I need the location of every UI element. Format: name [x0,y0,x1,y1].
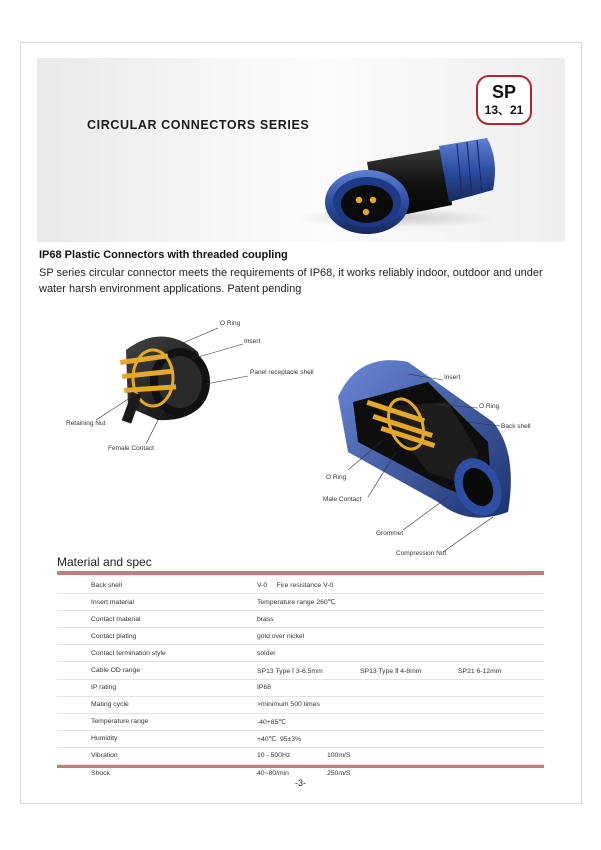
spec-value: Temperature range 260℃ [257,594,544,611]
spec-value: +40℃ 95±3% [257,730,544,747]
label-retaining-nut: Retaining Nut [66,420,106,427]
spec-value: gold over nickel [257,628,544,645]
spec-key: IP rating [57,679,257,696]
label-grommet: Grommet [376,530,404,537]
spec-value-part: SP13 Type Ⅰ 3-6.5mm [257,667,323,675]
spec-value: solder [257,645,544,662]
label-o-ring-right-top: O Ring [479,403,500,410]
spec-key: Contact termination style [57,645,257,662]
spec-value-part: 10 - 500Hz [257,752,291,760]
spec-key: Cable OD range [57,662,257,679]
spec-row [57,611,544,628]
spec-value-part: SP13 Type Ⅱ 4-8mm [360,667,422,675]
plug-image [338,360,511,523]
spec-value: brass [257,611,544,628]
label-female-contact: Female Contact [108,445,154,452]
spec-row [57,679,544,696]
spec-key: Humidity [57,730,257,747]
spec-row [57,645,544,662]
spec-value: >minimum 500 times [257,696,544,713]
spec-value-part: 40~80/min [257,769,289,777]
spec-key: Shock [91,769,110,777]
spec-key: Back shell [57,577,257,594]
spec-rule-top [57,571,544,575]
diagram-illustration [48,312,558,562]
spec-row [57,628,544,645]
spec-row [57,577,544,594]
label-o-ring-right-bottom: O Ring [326,474,347,481]
label-male-contact: Male Contact [323,496,362,503]
label-compression-nut: Compression Nut [396,550,447,557]
spec-value-part: SP21 6-12mm [458,667,502,675]
hero-title: CIRCULAR CONNECTORS SERIES [87,118,310,132]
spec-row [57,696,544,713]
spec-rule-bottom [57,765,544,768]
spec-value: -40+85℃ [257,713,544,730]
label-insert-left: Insert [244,338,261,345]
spec-key: Contact material [57,611,257,628]
badge-series: SP [491,82,516,102]
page-number: -3- [295,778,306,788]
label-panel-receptacle-shell: Panel receptacle shell [250,369,314,376]
spec-key: Contact plating [57,628,257,645]
spec-value: V-0 Fire resistance V-0 [257,577,544,594]
hero-connector-image [307,120,507,235]
label-back-shell: Back shell [501,423,531,430]
spec-table [57,577,544,781]
label-o-ring-left: O Ring [220,320,241,327]
intro-paragraph: SP series circular connector meets the requirements of IP68, it works reliably indoor, outdoor and under water harsh environment applications. Patent pending [39,267,543,295]
label-insert-right: Insert [444,374,461,381]
exploded-diagram [48,312,558,562]
spec-key: Mating cycle [57,696,257,713]
receptacle-image [120,336,210,423]
intro-heading: IP68 Plastic Connectors with threaded coupling [39,249,288,261]
spec-value [257,662,544,679]
spec-row [57,713,544,730]
spec-row [57,730,544,747]
spec-value-part: 250m/S [327,769,351,777]
spec-key: Temperature range [57,713,257,730]
spec-value: IP68 [257,679,544,696]
spec-value [257,747,544,764]
spec-row [57,594,544,611]
badge-sizes: 13、21 [484,103,524,117]
spec-key: Insert material [57,594,257,611]
spec-row [57,747,544,764]
spec-title: Material and spec [57,555,152,569]
spec-row [57,662,544,679]
spec-value-part: 100m/S [327,752,351,760]
series-badge [476,75,532,125]
spec-key: Vibration [57,747,257,764]
